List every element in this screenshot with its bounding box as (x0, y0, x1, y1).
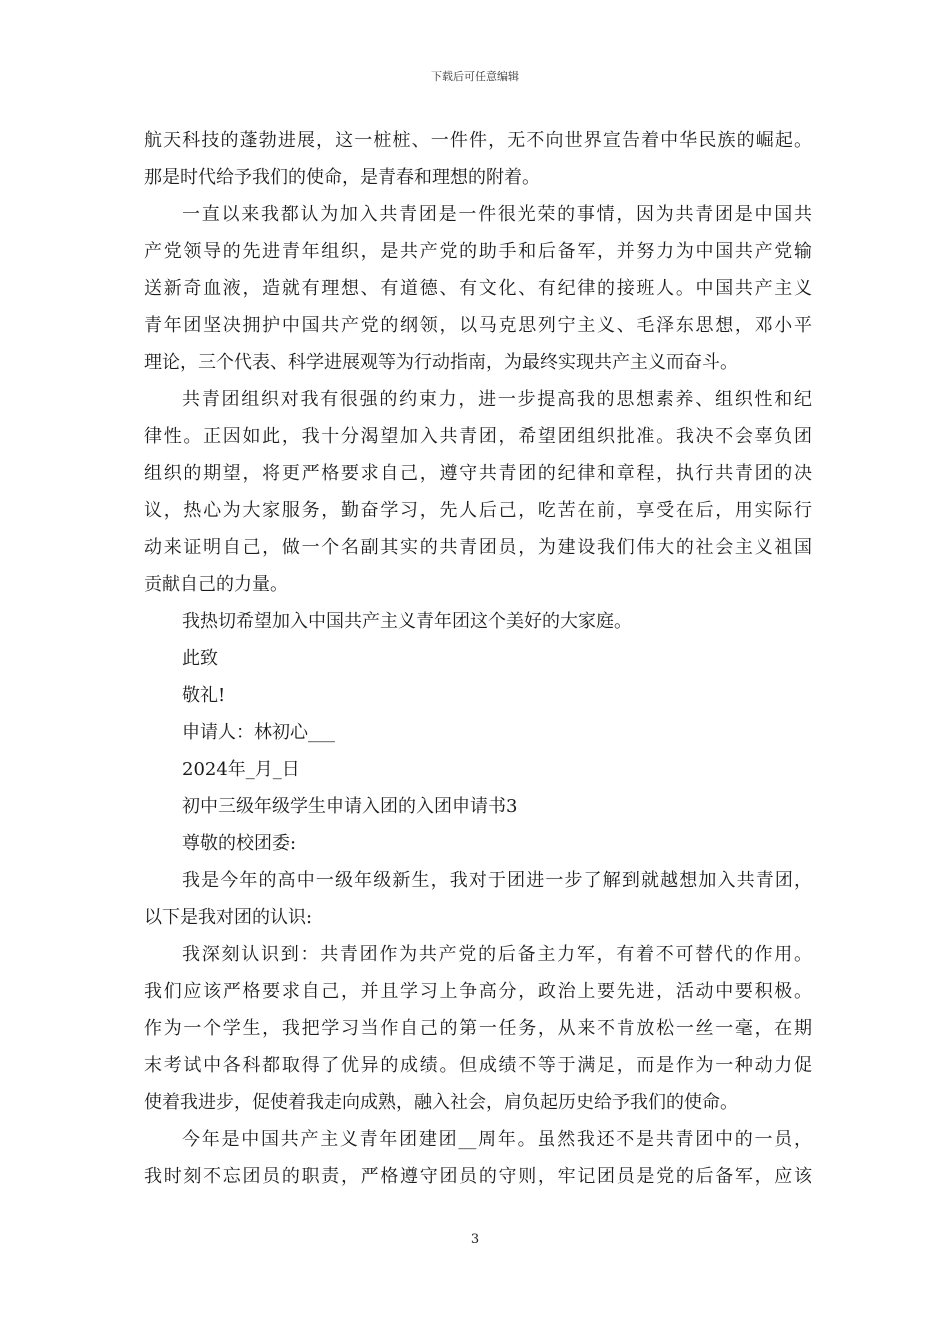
text-line: 议，热心为大家服务，勤奋学习，先人后己，吃苦在前，享受在后，用实际行 (144, 500, 812, 521)
text-line: 产党领导的先进青年组织，是共产党的助手和后备军，并努力为中国共产党输 (144, 241, 812, 262)
text-line: 组织的期望，将更严格要求自己，遵守共青团的纪律和章程，执行共青团的决 (144, 463, 812, 484)
text-line: 贡献自己的力量。 (144, 574, 288, 595)
text-line: 律性。正因如此，我十分渴望加入共青团，希望团组织批准。我决不会辜负团 (144, 426, 812, 447)
text-line: 初中三级年级学生申请入团的入团申请书3 (182, 796, 518, 817)
text-line: 动来证明自己，做一个名副其实的共青团员，为建设我们伟大的社会主义祖国 (144, 537, 812, 558)
text-line: 2024年_月_日 (182, 759, 300, 780)
page-number: 3 (470, 1232, 480, 1247)
text-line: 敬礼! (182, 685, 226, 706)
text-line: 使着我进步，促使着我走向成熟，融入社会，肩负起历史给予我们的使命。 (144, 1092, 738, 1113)
text-line: 末考试中各科都取得了优异的成绩。但成绩不等于满足，而是作为一种动力促 (144, 1055, 812, 1076)
text-line: 我热切希望加入中国共产主义青年团这个美好的大家庭。 (182, 611, 632, 632)
text-line: 今年是中国共产主义青年团建团__周年。虽然我还不是共青团中的一员， (182, 1129, 812, 1150)
text-line: 我是今年的高中一级年级新生，我对于团进一步了解到就越想加入共青团， (182, 870, 812, 891)
text-line: 作为一个学生，我把学习当作自己的第一任务，从来不肯放松一丝一毫，在期 (144, 1018, 812, 1039)
text-line: 理论，三个代表、科学进展观等为行动指南，为最终实现共产主义而奋斗。 (144, 352, 738, 373)
text-line: 青年团坚决拥护中国共产党的纲领，以马克思列宁主义、毛泽东思想，邓小平 (144, 315, 812, 336)
text-line: 尊敬的校团委: (182, 833, 297, 854)
text-line: 航天科技的蓬勃进展，这一桩桩、一件件，无不向世界宣告着中华民族的崛起。 (144, 130, 812, 151)
page-header-note: 下载后可任意编辑 (431, 70, 519, 83)
text-line: 我时刻不忘团员的职责，严格遵守团员的守则，牢记团员是党的后备军，应该 (144, 1166, 812, 1187)
text-line: 一直以来我都认为加入共青团是一件很光荣的事情，因为共青团是中国共 (182, 204, 812, 225)
document-body (144, 122, 812, 1195)
text-line: 共青团组织对我有很强的约束力，进一步提高我的思想素养、组织性和纪 (182, 389, 812, 410)
text-line: 申请人：林初心___ (182, 722, 335, 743)
text-line: 此致 (182, 648, 218, 669)
text-line: 以下是我对团的认识: (144, 907, 313, 928)
text-line: 我们应该严格要求自己，并且学习上争高分，政治上要先进，活动中要积极。 (144, 981, 812, 1002)
text-line: 那是时代给予我们的使命，是青春和理想的附着。 (144, 167, 540, 188)
text-line: 送新奇血液，造就有理想、有道德、有文化、有纪律的接班人。中国共产主义 (144, 278, 812, 299)
text-line: 我深刻认识到：共青团作为共产党的后备主力军，有着不可替代的作用。 (182, 944, 812, 965)
